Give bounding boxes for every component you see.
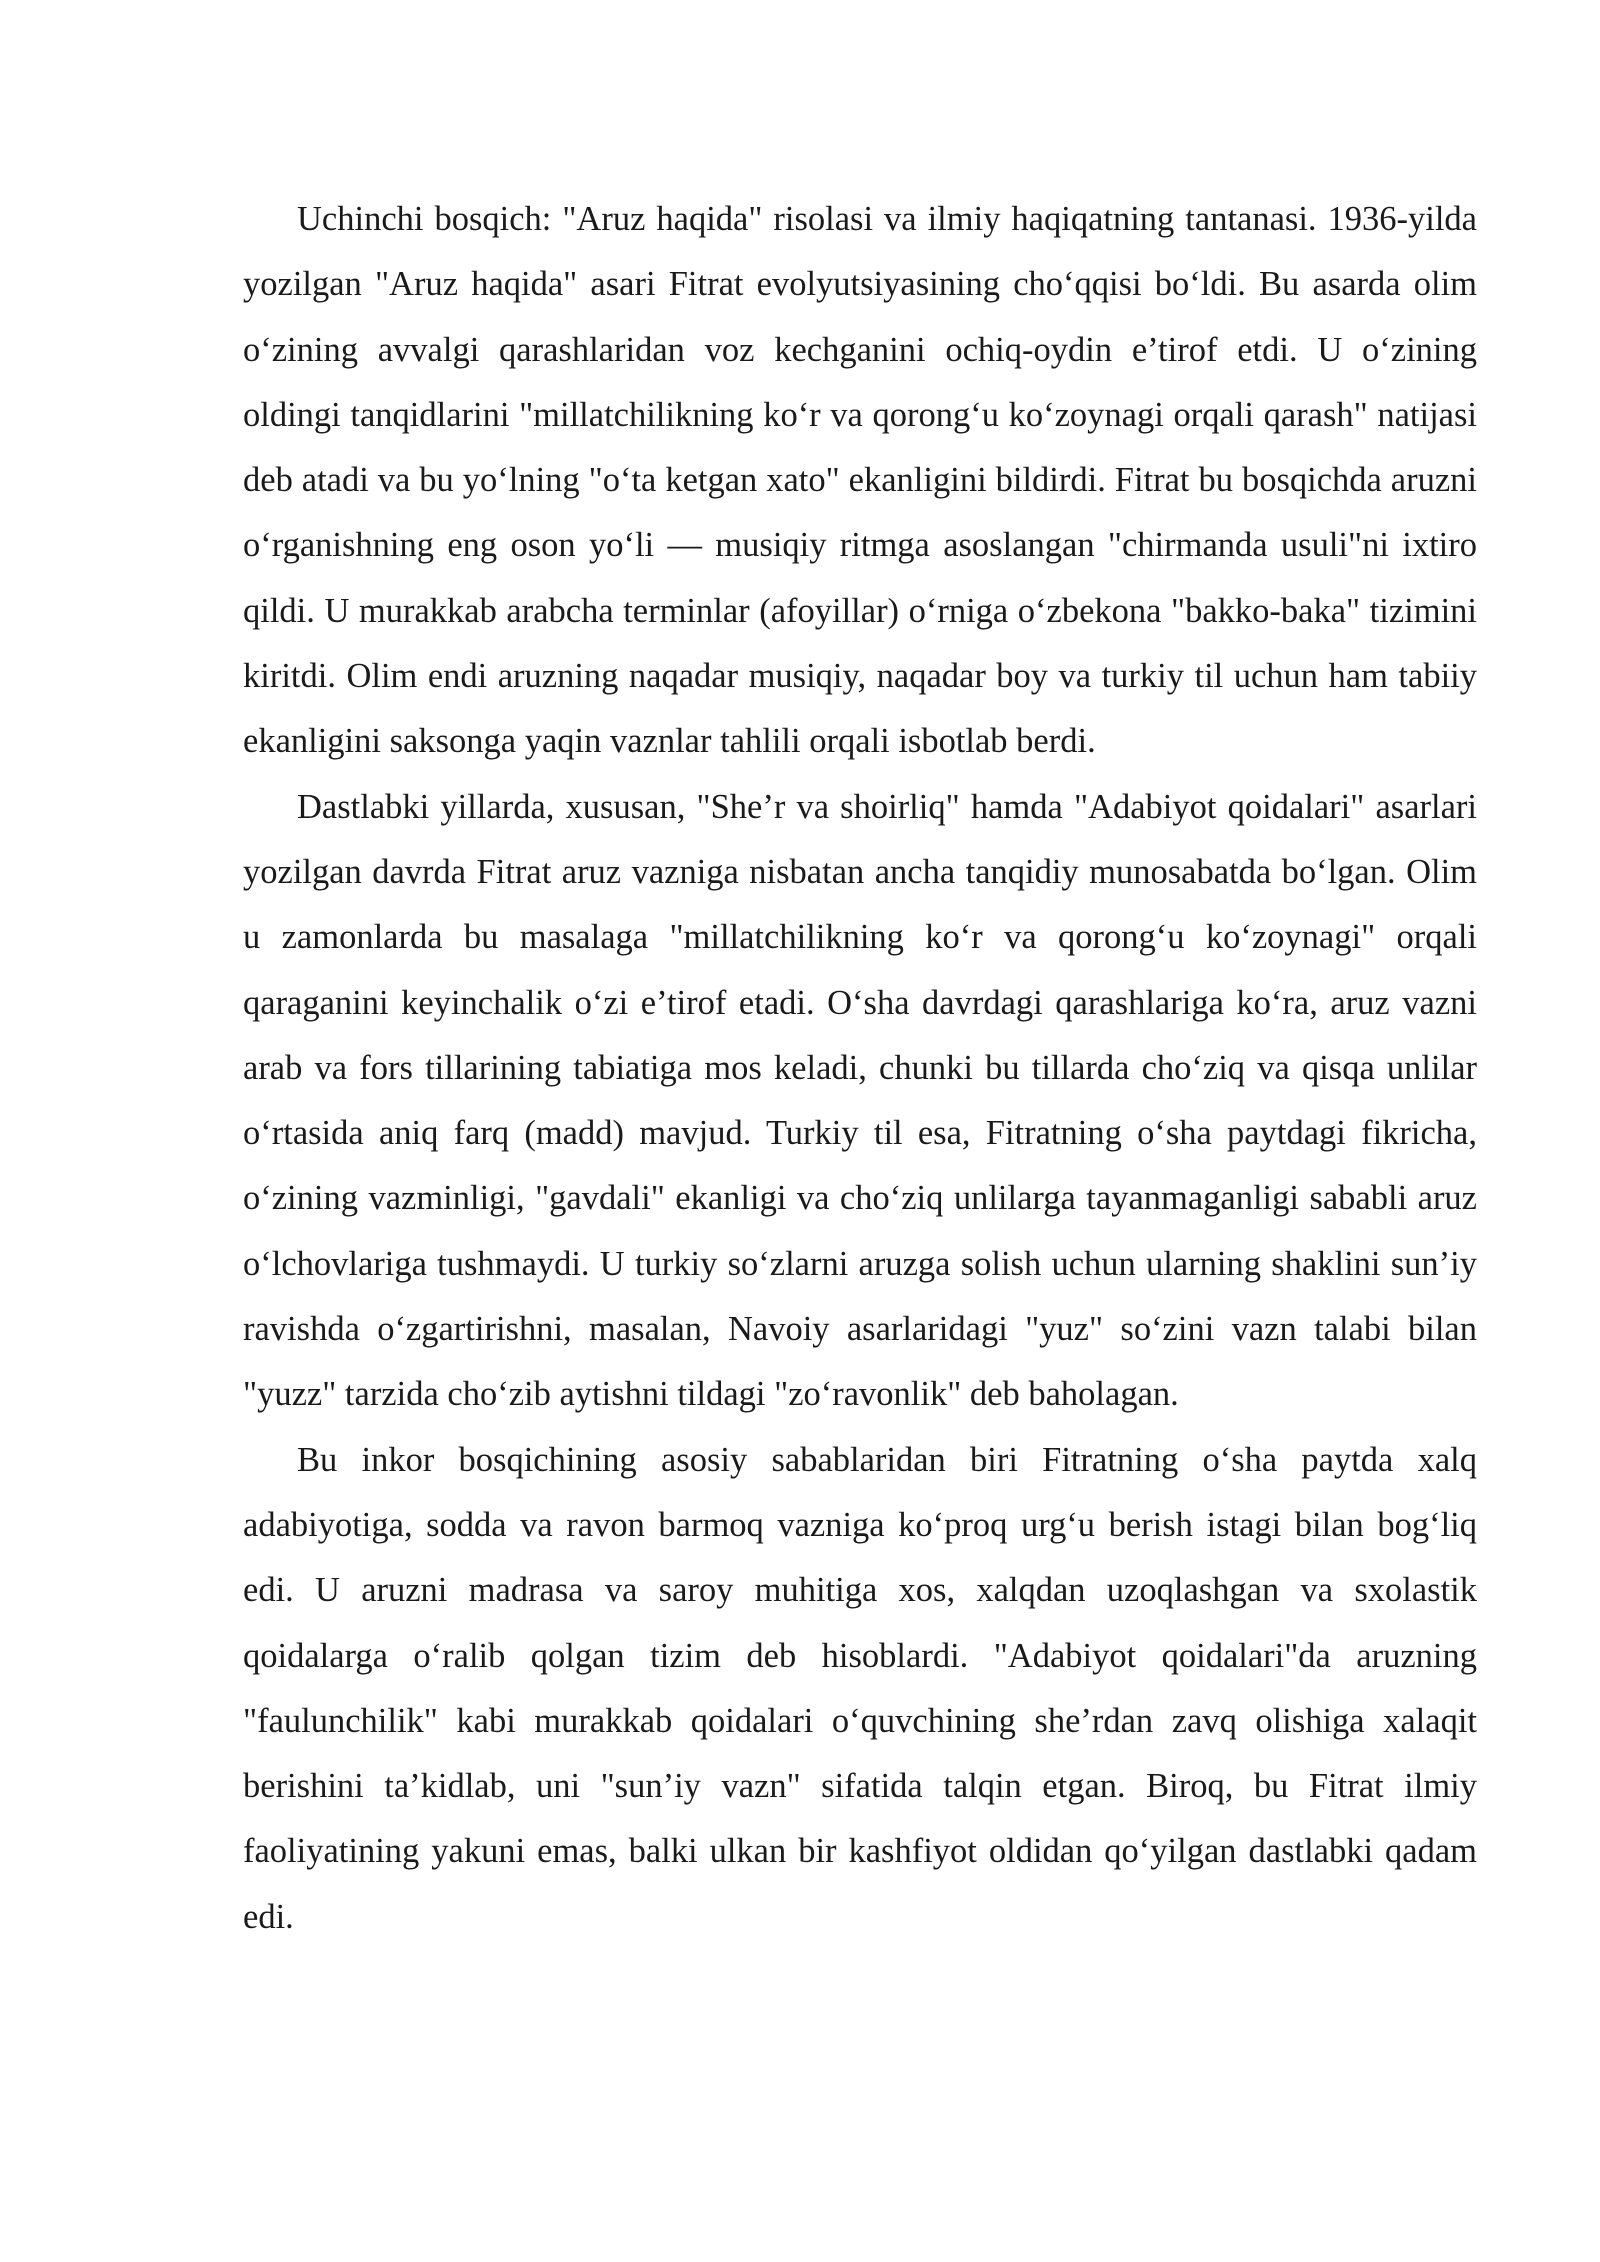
paragraph-2: Dastlabki yillarda, xususan, "She’r va shoirliq" hamda "Adabiyot qoidalari" asarlari yozilgan davrda Fitrat aruz vazniga nisbatan ancha tanqidiy munosabatda bo‘lgan. Olim u zamonlarda bu masalaga "millatchilikning ko‘r va qorong‘u ko‘zoynagi" orqali qaraganini keyinchalik o‘zi e’tirof etadi. O‘sha davrdagi qarashlariga ko‘ra, aruz vazni arab va fors tillarining tabiatiga mos keladi, chunki bu tillarda cho‘ziq va qisqa unlilar o‘rtasida aniq farq (madd) mavjud. Turkiy til esa, Fitratning o‘sha paytdagi fikricha, o‘zining vazminligi, "gavdali" ekanligi va cho‘ziq unlilarga tayanmaganligi sababli aruz o‘lchovlariga tushmaydi. U turkiy so‘zlarni aruzga solish uchun ularning shaklini sun’iy ravishda o‘zgartirishni, masalan, Navoiy asarlaridagi "yuz" so‘zini vazn talabi bilan "yuzz" tarzida cho‘zib aytishni tildagi "zo‘ravonlik" deb baholagan. [243, 787, 1477, 1414]
paragraph-3: Bu inkor bosqichining asosiy sabablaridan biri Fitratning o‘sha paytda xalq adabiyotiga, sodda va ravon barmoq vazniga ko‘proq urg‘u berish istagi bilan bog‘liq edi. U aruzni madrasa va saroy muhitiga xos, xalqdan uzoqlashgan va sxolastik qoidalarga o‘ralib qolgan tizim deb hisoblardi. "Adabiyot qoidalari"da aruzning "faulunchilik" kabi murakkab qoidalari o‘quvchining she’rdan zavq olishiga xalaqit berishini ta’kidlab, uni "sun’iy vazn" sifatida talqin etgan. Biroq, bu Fitrat ilmiy faoliyatining yakuni emas, balki ulkan bir kashfiyot oldidan qo‘yilgan dastlabki qadam edi. [243, 1440, 1477, 1936]
paragraph-1: Uchinchi bosqich: "Aruz haqida" risolasi va ilmiy haqiqatning tantanasi. 1936-yilda yozilgan "Aruz haqida" asari Fitrat evolyutsiyasining cho‘qqisi bo‘ldi. Bu asarda olim o‘zining avvalgi qarashlaridan voz kechganini ochiq-oydin e’tirof etdi. U o‘zining oldingi tanqidlarini "millatchilikning ko‘r va qorong‘u ko‘zoynagi orqali qarash" natijasi deb atadi va bu yo‘lning "o‘ta ketgan xato" ekanligini bildirdi. Fitrat bu bosqichda aruzni o‘rganishning eng oson yo‘li — musiqiy ritmga asoslangan "chirmanda usuli"ni ixtiro qildi. U murakkab arabcha terminlar (afoyillar) o‘rniga o‘zbekona "bakko-baka" tizimini kiritdi. Olim endi aruzning naqadar musiqiy, naqadar boy va turkiy til uchun ham tabiiy ekanligini saksonga yaqin vaznlar tahlili orqali isbotlab berdi. [243, 200, 1477, 761]
document-body [243, 187, 1477, 1950]
